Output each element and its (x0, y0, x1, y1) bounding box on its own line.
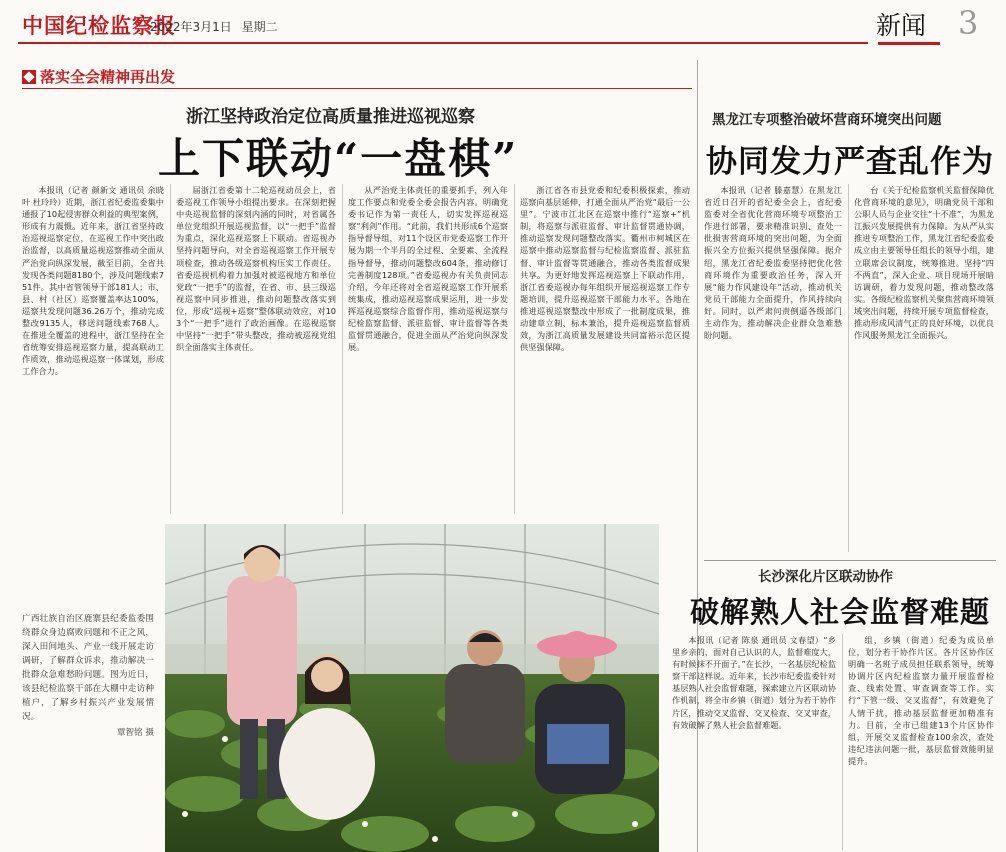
news-photo (165, 524, 659, 852)
article3-title: 破解熟人社会监督难题 (690, 595, 991, 629)
column-divider (170, 184, 171, 514)
photo-credit: 覃智铭 摄 (116, 728, 154, 738)
column-divider (514, 184, 515, 514)
masthead-divider (18, 42, 868, 44)
column-divider (342, 184, 343, 514)
section-tag (22, 66, 175, 87)
photo-caption-text: 广西壮族自治区鹿寨县纪委监委围绕群众身边腐败问题和不正之风，深入田间地头、产业一线开展走访调研，了解群众诉求，推动解决一批群众急难愁盼问题。图为近日，该县纪检监察干部在大棚中走访种植户，了解乡村振兴产业发展情况。 (22, 614, 154, 722)
article-divider (704, 560, 996, 561)
photo-caption (22, 612, 154, 740)
newspaper-logo: 中国纪检监察报 (22, 13, 176, 38)
article2-subtitle: 黑龙江专项整治破坏营商环境突出问题 (712, 112, 942, 128)
page-number: 3 (958, 4, 979, 42)
column-divider (842, 634, 843, 850)
article3-subtitle: 长沙深化片区联动协作 (758, 569, 893, 585)
article2-title: 协同发力严查乱作为 (706, 144, 994, 180)
column-divider (848, 184, 849, 552)
article1-column-1: 本报讯（记者 颜新文 通讯员 余晓叶 杜玲玲）近期，浙江省纪委监委集中通报了10起侵害群众利益的典型案例，形成有力震慑。近年来，浙江省坚持政治巡视巡察定位，在巡视工作中突出政治监督，以高质量巡视巡察推动全面从严治党向纵深发展，截至目前，全省共发现各类问题8180个，涉及问题线索751件。其中省管领导干部181人；市、县、村（社区）巡察覆盖率达100%，巡察共发现问题36.26万个，推动完成整改9135人，移送问题线索768人。在推进全覆盖的进程中，浙江坚持在全省统筹安排巡视巡察力量，提高联动工作质效，推动巡视巡察一体谋划，形成工作合力。 (22, 185, 164, 377)
issue-date: 2022年3月1日 星期二 (150, 20, 278, 34)
article2-column-2: 台《关于纪检监察机关监督保障优化营商环境的意见》，明确党员干部和公职人员与企业交往“十不准”，为黑龙江振兴发展提供有力保障。为从严从实推进专项整治工作，黑龙江省纪委监委成立由主要领导任组长的领导小组，建立联席会议制度，统筹推进。坚持“四不两直”，深入企业、项目现场开展暗访调研，着力发现问题，推动整改落实。各级纪检监察机关聚焦营商环境领域突出问题，持续开展专项监督检查，推动形成风清气正的良好环境，以优良作风服务黑龙江全面振兴。 (854, 185, 994, 341)
article1-column-4: 浙江省各市县党委和纪委积极探索，推动巡察向基层延伸，打通全面从严治党“最后一公里”。宁波市江北区在巡察中推行“巡察+”机制，将巡察与派驻监督、审计监督贯通协调，推动巡察发现问题整改落实。衢州市柯城区在巡察中推动巡察监督与纪检监察监督、派驻监督、审计监督等贯通融合，推动各类监督成果共享。为更好地发挥巡视巡察上下联动作用，浙江省委巡视办每年组织开展巡视巡察工作专题培训，提升巡视巡察干部能力水平。各地在推进巡视巡察整改中形成了一批制度成果，推动建章立制、标本兼治，提升巡视巡察监督质效，为浙江高质量发展建设共同富裕示范区提供坚强保障。 (520, 185, 690, 353)
article3-column-1: 本报讯（记者 陈泉 通讯员 文春望）“乡里乡亲的，面对自己认识的人，监督难度大，有时候抹不开面子。”在长沙，一名基层纪检监察干部这样说。近年来，长沙市纪委监委针对基层熟人社会监督难题，探索建立片区联动协作机制，将全市乡镇（街道）划分为若干协作片区，推动交叉监督、交叉检查、交叉审查，有效破解了熟人社会监督难题。 (672, 635, 836, 730)
article1-title: 上下联动“一盘棋” (158, 134, 519, 183)
article2-column-1: 本报讯（记者 滕嘉慧）在黑龙江省近日召开的省纪委全会上，省纪委监委对全省优化营商环境专项整治工作进行部署，要求精准识别、查处一批损害营商环境的突出问题，为全面振兴全方位振兴提供坚强保障。据介绍，黑龙江省纪委监委坚持把优化营商环境作为重要政治任务，深入开展“能力作风建设年”活动，推动机关党员干部能力全面提升，作风持续向好。同时，以严肃问责倒逼各级部门主动作为，推动解决企业群众急难愁盼问题。 (704, 185, 842, 341)
greenhouse-photo-illustration (165, 524, 659, 852)
article1-subtitle: 浙江坚持政治定位高质量推进巡视巡察 (186, 107, 475, 127)
section-tag-label: 落实全会精神再出发 (40, 68, 176, 86)
page-section-title: 新闻 (876, 11, 927, 40)
article1-column-3: 从严治党主体责任的重要抓手，列入年度工作要点和党委全委会报告内容。明确党委书记作为第一责任人，切实发挥巡视巡察“利剑”作用。“此前，我们共形成6个巡察指导督导组，对11个设区市党委巡察工作开展为期一个半月的全过程、全要素、全流程指导督导，推动问题整改604条，推动修订完善制度128项。”省委巡视办有关负责同志介绍，今年还将对全省巡视巡察工作开展系统集成，推动巡视巡察成果运用，进一步发挥巡视巡察综合监督作用，推动巡视巡察与纪检监察监督、派驻监督、审计监督等各类监督贯通融合，促进全面从严治党向纵深发展。 (348, 185, 508, 353)
section-underline (878, 42, 940, 45)
article1-column-2: 届浙江省委第十二轮巡视动员会上，省委巡视工作领导小组提出要求。在深刻把握中央巡视监督的深刻内涵的同时，对省属各单位党组织开展巡视监督，以“一把手”监督为重点，深化巡视巡察上下联动。省巡视办坚持问题导向，对全省巡视巡察工作开展专项检查，推动各级巡察机构压实工作责任。省委巡视机构着力加强对被巡视地方和单位党政“一把手”的监督，在省、市、县三级巡视巡察中同步推进，推动问题整改落实到位，形成“巡视+巡察”整体联动效应，对103个“一把手”进行了政治画像。在巡视巡察中坚持“一把手”带头整改，推动被巡视党组织全面落实主体责任。 (176, 185, 336, 353)
article3-column-2: 组，乡镇（街道）纪委为成员单位，划分若干协作片区。各片区协作区明确一名班子成员担任联系领导，统筹协调片区内纪检监察力量开展监督检查、线索处置、审查调查等工作。实行“下管一级、交叉监督”，有效避免了人情干扰，推动基层监督更加精准有力。目前，全市已组建13个片区协作组，开展交叉监督检查100余次，查处违纪违法问题一批，基层监督效能明显提升。 (848, 635, 994, 766)
section-tag-icon (22, 70, 36, 84)
section-tag-divider (22, 88, 692, 89)
